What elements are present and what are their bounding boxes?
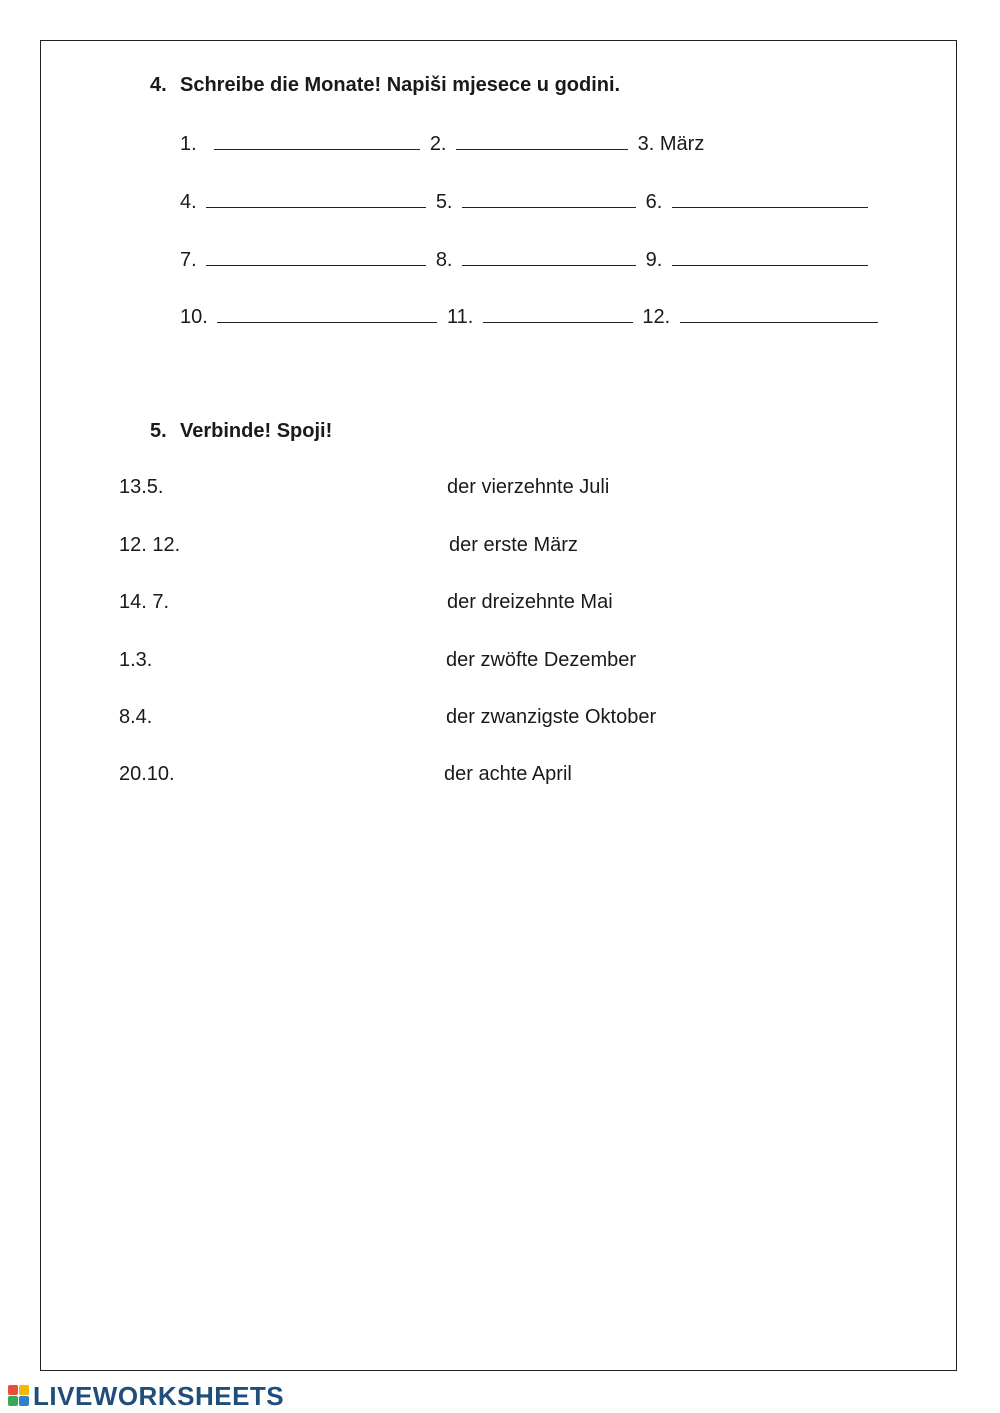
exercise-5-title: Verbinde! Spoji! [180, 420, 333, 442]
date-item[interactable]: 1.3. [119, 649, 153, 671]
date-item[interactable]: 12. 12. [119, 534, 181, 556]
month-label-2: 2. [429, 133, 447, 155]
month-blank-7[interactable] [206, 247, 426, 266]
month-blank-11[interactable] [483, 304, 633, 323]
month-blank-10[interactable] [217, 304, 437, 323]
months-row-1 [180, 131, 704, 156]
month-label-9: 9. [645, 249, 663, 271]
date-item[interactable]: 14. 7. [119, 591, 170, 613]
exercise-5-heading [150, 420, 332, 443]
month-blank-4[interactable] [206, 189, 426, 208]
months-row-4 [180, 304, 882, 329]
phrase-item[interactable]: der zwöfte Dezember [446, 649, 637, 671]
month-blank-8[interactable] [462, 247, 636, 266]
month-blank-1[interactable] [214, 131, 420, 150]
logo-tiles-icon [8, 1385, 30, 1407]
month-label-6: 6. [645, 191, 663, 213]
date-item[interactable]: 20.10. [119, 763, 175, 785]
date-item[interactable]: 13.5. [119, 476, 164, 498]
month-label-1: 1. [180, 133, 197, 155]
month-label-11: 11. [446, 306, 474, 328]
month-blank-5[interactable] [462, 189, 636, 208]
logo-wordmark: LIVEWORKSHEETS [33, 1380, 285, 1411]
month-label-4: 4. [180, 191, 197, 213]
exercise-4-title: Schreibe die Monate! Napiši mjesece u godini. [180, 74, 621, 96]
phrase-item[interactable]: der dreizehnte Mai [447, 591, 613, 613]
date-item[interactable]: 8.4. [119, 706, 153, 728]
month-blank-12[interactable] [680, 304, 878, 323]
phrase-item[interactable]: der erste März [449, 534, 578, 556]
month-label-8: 8. [435, 249, 453, 271]
months-row-2 [180, 189, 872, 214]
phrase-item[interactable]: der vierzehnte Juli [447, 476, 610, 498]
month-blank-2[interactable] [456, 131, 628, 150]
month-label-10: 10. [180, 306, 208, 328]
liveworksheets-logo [8, 1381, 284, 1411]
exercise-4-number: 4. [150, 74, 167, 96]
month-blank-6[interactable] [672, 189, 868, 208]
month-label-3: 3. [637, 133, 655, 155]
month-blank-9[interactable] [672, 247, 868, 266]
month-value-3: März [659, 133, 705, 155]
phrase-item[interactable]: der zwanzigste Oktober [446, 706, 657, 728]
exercise-5-number: 5. [150, 420, 167, 442]
month-label-7: 7. [180, 249, 197, 271]
phrase-item[interactable]: der achte April [444, 763, 572, 785]
months-row-3 [180, 247, 872, 272]
month-label-12: 12. [642, 306, 671, 328]
exercise-4-heading [150, 74, 620, 97]
month-label-5: 5. [435, 191, 453, 213]
